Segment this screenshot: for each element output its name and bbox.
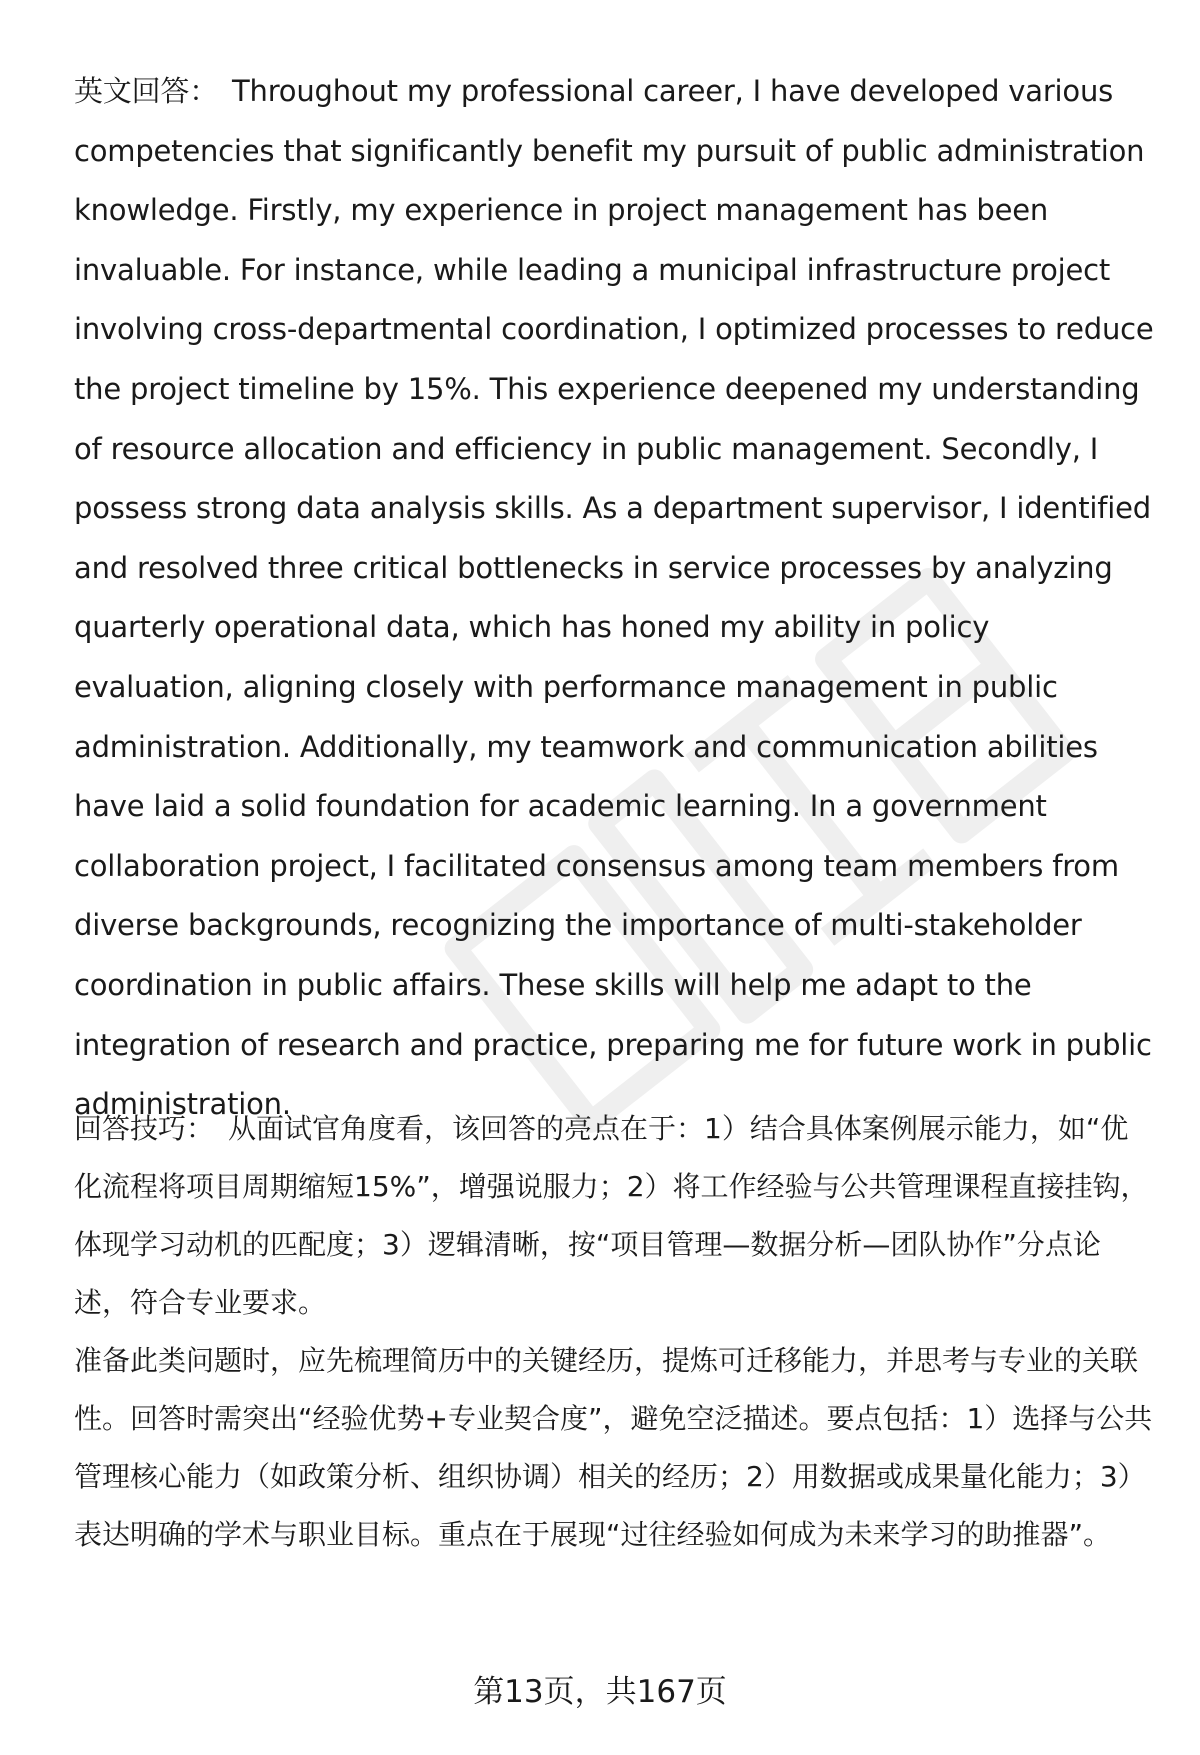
preparation-paragraph: 准备此类问题时，应先梳理简历中的关键经历，提炼可迁移能力，并思考与专业的关联性。回答时需突出“经验优势+专业契合度”，避免空泛描述。要点包括：1）选择与公共管理核心能力（如政策分析、组织协调）相关的经历；2）用数据或成果量化能力；3）表达明确的学术与职业目标。重点在于展现“过往经验如何成为未来学习的助推器”。 bbox=[74, 1344, 1153, 1551]
answer-tips-paragraph bbox=[74, 1100, 1154, 1332]
page-number: 第13页，共167页 bbox=[473, 1674, 727, 1710]
english-answer-label: 英文回答： bbox=[74, 74, 219, 108]
answer-tips-label: 回答技巧： bbox=[74, 1112, 215, 1145]
english-answer-text: Throughout my professional career, I have developed various competencies that significantly benefit my pursuit of public administration knowledge. Firstly, my experience in project management has been invaluable. For instance, while leading a municipal infrastructure project involving cross-departmental coordination, I optimized processes to reduce the project timeline by 15%. This experience deepened my understanding of resource allocation and efficiency in public management. Secondly, I possess strong data analysis skills. As a department supervisor, I identified and resolved three critical bottlenecks in service processes by analyzing quarterly operational data, which has honed my ability in policy evaluation, aligning closely with performance management in public administration. Additionally, my teamwork and communication abilities have laid a solid foundation for academic learning. In a government collaboration project, I facilitated consensus among team members from diverse backgrounds, recognizing the importance of multi-stakeholder coordination in public affairs. These skills will help me adapt to the integration of research and practice, preparing me for future work in public administration. bbox=[74, 74, 1154, 1122]
answer-tips-text: 从面试官角度看，该回答的亮点在于：1）结合具体案例展示能力，如“优化流程将项目周期缩短15%”，增强说服力；2）将工作经验与公共管理课程直接挂钩，体现学习动机的匹配度；3）逻辑清晰，按“项目管理—数据分析—团队协作”分点论述，符合专业要求。 bbox=[74, 1112, 1149, 1319]
english-answer-paragraph bbox=[74, 62, 1154, 1135]
